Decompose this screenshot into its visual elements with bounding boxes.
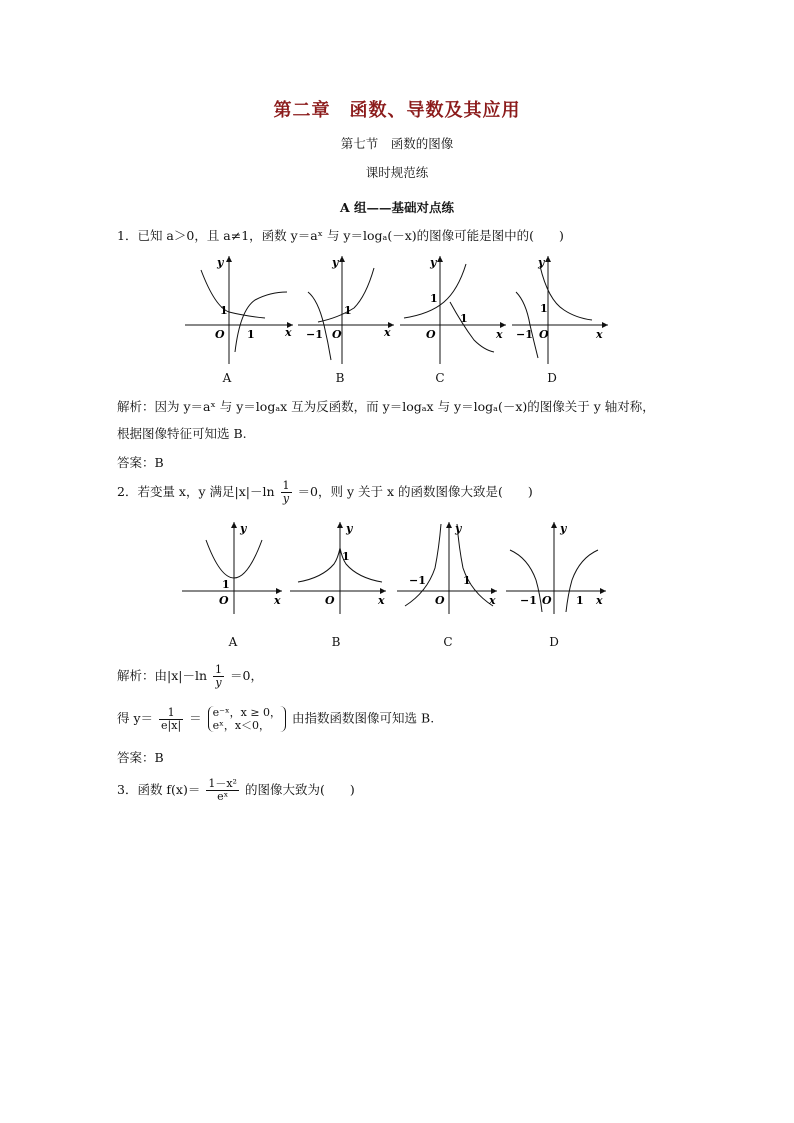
q1-option-c: C: [435, 371, 445, 385]
graph-origin-label: O: [539, 328, 549, 341]
q1-analysis-line2: 根据图像特征可知选 B.: [117, 426, 247, 441]
graph-neg-one-label: −1: [306, 328, 323, 341]
q3-stem-post: 的图像大致为( ): [244, 782, 355, 797]
q2-graph-a: [182, 518, 287, 618]
graph-y-label: y: [346, 522, 353, 535]
q1-graph-d: [512, 252, 612, 367]
q2-piecewise: [208, 706, 286, 732]
chapter-title: 第二章 函数、导数及其应用: [273, 100, 521, 121]
practice-title: 课时规范练: [365, 165, 429, 180]
q3-fraction: [206, 778, 239, 803]
graph-one-x-label: 1: [460, 312, 468, 325]
q1-option-a: A: [222, 371, 232, 385]
q2-stem-post: ＝0，则 y 关于 x 的函数图像大致是( ): [297, 484, 533, 499]
graph-x-label: x: [489, 594, 496, 607]
q1-graph-a: [185, 252, 295, 367]
fraction-denominator: y: [215, 676, 222, 689]
fraction-numerator: 1－x²: [208, 777, 237, 790]
graph-x-label: x: [378, 594, 385, 607]
q2-stem: [117, 480, 533, 505]
q2-option-d: D: [549, 635, 559, 649]
graph-origin-label: O: [426, 328, 436, 341]
graph-x-label: x: [596, 594, 603, 607]
graph-one-label: 1: [342, 550, 350, 563]
q1-graph-b: [298, 252, 398, 367]
q2-option-a: A: [228, 635, 238, 649]
q2-graph-c: [397, 518, 502, 618]
graph-x-label: x: [285, 326, 292, 339]
group-title: A 组——基础对点练: [339, 200, 455, 215]
graph-y-label: y: [217, 256, 224, 269]
piecewise-case-1: e⁻ˣ，x ≥ 0，: [212, 706, 282, 719]
q2-derive-pre: 得 y＝: [117, 710, 154, 726]
q2-derive-fraction: [159, 707, 183, 732]
graph-origin-label: O: [435, 594, 445, 607]
fraction-denominator: y: [282, 492, 290, 505]
graph-neg-one-label: −1: [516, 328, 533, 341]
piecewise-case-2: eˣ，x＜0，: [212, 719, 271, 732]
q1-stem: 1．已知 a＞0，且 a≠1，函数 y＝aˣ 与 y＝logₐ(－x)的图像可能是图中的( ): [117, 228, 564, 243]
q2-derivation: [117, 706, 434, 732]
q2-analysis-pre: 解析：由|x|－ln: [117, 668, 208, 683]
graph-one-label: 1: [220, 304, 228, 317]
q2-stem-pre: 2．若变量 x，y 满足|x|－ln: [117, 484, 275, 499]
fraction-numerator: 1: [215, 663, 223, 676]
graph-origin-label: O: [332, 328, 342, 341]
graph-y-label: y: [455, 522, 462, 535]
graph-x-label: x: [496, 328, 503, 341]
graph-origin-label: O: [219, 594, 229, 607]
graph-x-label: x: [274, 594, 281, 607]
q2-fraction: [281, 480, 292, 505]
q2-derive-eq: ＝: [189, 710, 202, 726]
fraction-numerator: 1: [282, 479, 290, 492]
graph-y-label: y: [240, 522, 247, 535]
graph-one-label: 1: [344, 304, 352, 317]
q2-analysis: [117, 664, 263, 689]
graph-one-label: 1: [463, 574, 471, 587]
q1-option-b: B: [335, 371, 345, 385]
graph-one-label: 1: [222, 578, 230, 591]
graph-neg-one-label: −1: [409, 574, 426, 587]
q1-analysis-line1: 解析：因为 y＝aˣ 与 y＝logₐx 互为反函数，而 y＝logₐx 与 y＝logₐ(－x)的图像关于 y 轴对称，: [117, 399, 655, 414]
fraction-denominator: e|x|: [161, 718, 182, 732]
section-title: 第七节 函数的图像: [340, 136, 454, 151]
q1-answer: 答案：B: [117, 455, 164, 470]
q2-answer: 答案：B: [117, 750, 164, 765]
q2-analysis-post: ＝0，: [230, 668, 263, 683]
graph-one-label: 1: [540, 302, 548, 315]
q2-analysis-fraction: [213, 664, 224, 689]
graph-one-label: 1: [576, 594, 584, 607]
graph-origin-label: O: [542, 594, 552, 607]
q3-stem: [117, 778, 355, 803]
graph-x-label: x: [596, 328, 603, 341]
q2-graph-d: [506, 518, 611, 618]
graph-y-label: y: [430, 256, 437, 269]
graph-one-label: 1: [430, 292, 438, 305]
graph-y-label: y: [560, 522, 567, 535]
graph-y-label: y: [332, 256, 339, 269]
q2-option-c: C: [443, 635, 453, 649]
fraction-numerator: 1: [159, 707, 183, 720]
graph-one-x-label: 1: [247, 328, 255, 341]
q2-graph-b: [290, 518, 390, 618]
fraction-denominator: eˣ: [217, 790, 229, 803]
q1-option-d: D: [547, 371, 557, 385]
q2-option-b: B: [331, 635, 341, 649]
graph-origin-label: O: [325, 594, 335, 607]
graph-x-label: x: [384, 326, 391, 339]
q1-graph-c: [400, 252, 510, 367]
q2-derive-post: 由指数函数图像可知选 B.: [292, 710, 435, 726]
graph-origin-label: O: [215, 328, 225, 341]
q3-stem-pre: 3．函数 f(x)＝: [117, 782, 201, 797]
graph-y-label: y: [538, 256, 545, 269]
graph-neg-one-label: −1: [520, 594, 537, 607]
